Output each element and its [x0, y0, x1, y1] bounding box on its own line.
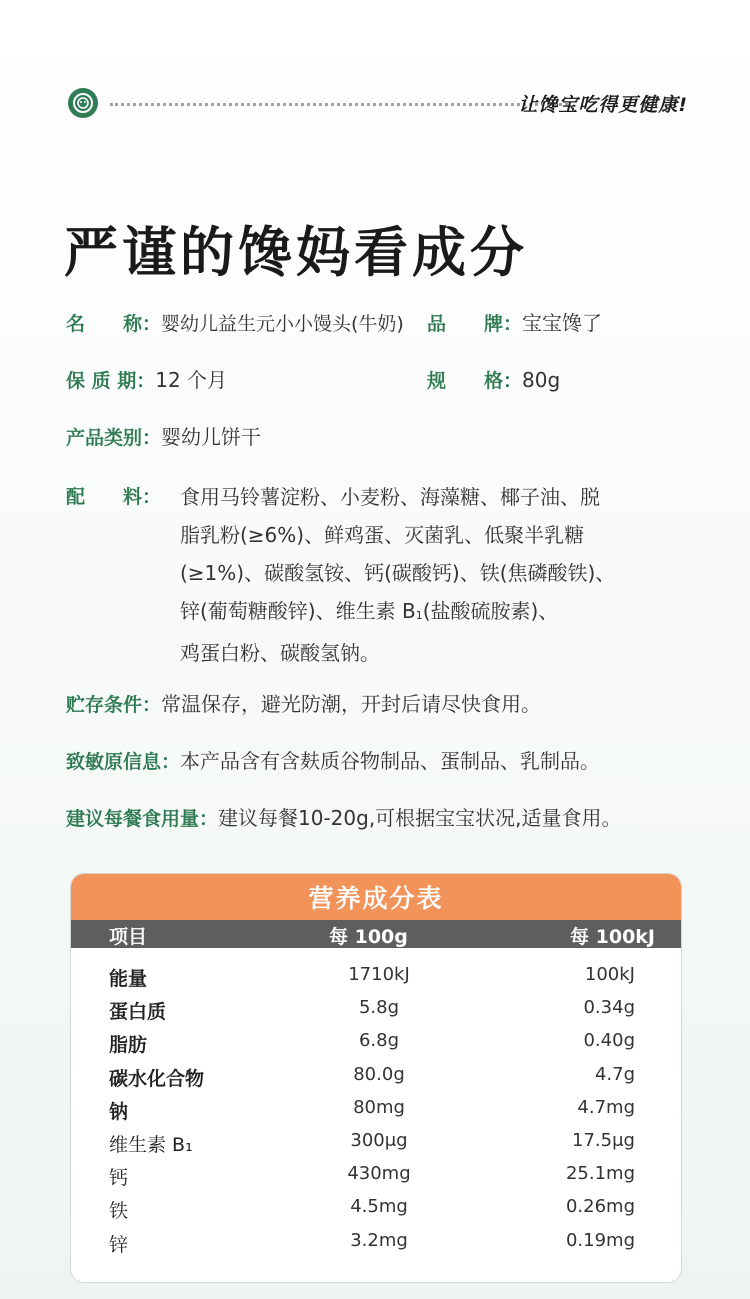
spec-value: 80g	[522, 368, 561, 392]
ingredients-line	[180, 592, 680, 634]
nutrient-name: 蛋白质	[109, 1001, 167, 1024]
nutrient-per100kj: 4.7g	[594, 1063, 635, 1085]
col-per100g-header: 每 100g	[329, 926, 408, 948]
nutrition-title: 营养成分表	[71, 874, 681, 920]
info-row-serving	[66, 799, 622, 838]
ingredients-line: 食用马铃薯淀粉、小麦粉、海藻糖、椰子油、脱	[180, 485, 600, 509]
nutrient-per100g: 80.0g	[353, 1063, 405, 1085]
top-bar	[68, 88, 688, 122]
category-label: 产品类别：	[66, 427, 162, 449]
ingredients-line4-head: 锌(葡萄糖酸锌)、维生素 B	[180, 599, 416, 623]
ingredients-label: 配 料：	[66, 486, 162, 508]
nutrient-per100g: 1710kJ	[348, 964, 410, 985]
serving-label: 建议每餐食用量：	[66, 808, 219, 830]
nutrition-table	[70, 873, 682, 1283]
category-value: 婴幼儿饼干	[161, 425, 262, 449]
nutrient-per100kj: 0.40g	[583, 1030, 635, 1052]
nutrition-row	[71, 1190, 681, 1223]
nutrition-row	[71, 1157, 681, 1190]
serving-value: 建议每餐10-20g,可根据宝宝状况,适量食用。	[218, 806, 622, 830]
nutrient-per100g: 430mg	[347, 1163, 411, 1185]
allergen-label: 致敏原信息：	[66, 751, 181, 773]
nutrient-name: 碳水化合物	[109, 1067, 205, 1090]
nutrition-row	[71, 1024, 681, 1057]
nutrient-per100g: 300μg	[350, 1129, 408, 1151]
info-row-shelf	[66, 361, 227, 400]
nutrition-row	[71, 991, 681, 1024]
brand-logo-icon	[68, 88, 98, 118]
nutrient-per100kj: 0.19mg	[565, 1229, 635, 1251]
nutrient-name: 维生素 B₁	[109, 1133, 193, 1156]
nutrient-per100kj: 25.1mg	[565, 1163, 635, 1185]
nutrient-per100g: 6.8g	[358, 1030, 400, 1052]
nutrient-per100g: 4.5mg	[350, 1196, 408, 1218]
nutrient-per100kj: 17.5μg	[572, 1129, 635, 1151]
nutrient-name: 锌	[109, 1233, 129, 1256]
dotted-divider	[110, 103, 568, 106]
ingredients-line: 脂乳粉(≥6%)、鲜鸡蛋、灭菌乳、低聚半乳糖	[180, 523, 585, 547]
nutrient-name: 能量	[109, 968, 148, 990]
nutrition-column-header	[71, 920, 681, 948]
slogan: 让馋宝吃得更健康!	[518, 94, 688, 116]
page-title: 严谨的馋妈看成分	[64, 221, 528, 284]
nutrition-row	[71, 1224, 681, 1257]
nutrient-per100kj: 100kJ	[584, 964, 635, 985]
nutrient-per100kj: 0.34g	[583, 997, 635, 1019]
storage-value: 常温保存，避光防潮，开封后请尽快食用。	[161, 692, 542, 716]
nutrition-rows	[71, 948, 681, 1257]
brand-label: 品 牌：	[427, 313, 523, 335]
name-label: 名 称：	[66, 313, 162, 335]
nutrient-name: 钠	[109, 1100, 129, 1123]
info-row-spec	[427, 361, 560, 400]
ingredients-line4-sub: 1	[415, 609, 423, 622]
col-per100kj-header: 每 100kJ	[570, 926, 655, 948]
shelf-label: 保 质 期：	[66, 370, 156, 392]
ingredients-line: (≥1%)、碳酸氢铵、钙(碳酸钙)、铁(焦磷酸铁)、	[180, 561, 616, 585]
info-row-name	[66, 304, 404, 343]
col-item-header: 项目	[109, 926, 148, 948]
nutrient-name: 脂肪	[109, 1034, 148, 1057]
info-row-storage	[66, 685, 541, 724]
nutrient-per100kj: 4.7mg	[577, 1096, 635, 1118]
nutrition-row	[71, 1091, 681, 1124]
nutrition-row	[71, 1124, 681, 1157]
info-row-category	[66, 418, 261, 457]
brand-value: 宝宝馋了	[522, 311, 603, 335]
nutrition-row	[71, 1058, 681, 1091]
name-value: 婴幼儿益生元小小馒头(牛奶)	[161, 313, 404, 335]
info-row-allergen	[66, 742, 600, 781]
nutrition-row	[71, 958, 681, 991]
info-row-ingredients-label	[66, 477, 161, 516]
spec-label: 规 格：	[427, 370, 523, 392]
ingredients-line4-tail: (盐酸硫胺素)、	[422, 599, 559, 623]
shelf-value: 12 个月	[155, 368, 228, 392]
nutrient-per100g: 80mg	[353, 1096, 405, 1118]
ingredients-value	[180, 478, 680, 672]
ingredients-line: 鸡蛋白粉、碳酸氢钠。	[180, 641, 380, 665]
storage-label: 贮存条件：	[66, 694, 162, 716]
nutrient-per100g: 5.8g	[358, 997, 400, 1019]
info-row-brand	[427, 304, 602, 343]
nutrient-name: 铁	[109, 1200, 129, 1223]
nutrient-name: 钙	[109, 1167, 129, 1190]
allergen-value: 本产品含有含麸质谷物制品、蛋制品、乳制品。	[180, 749, 601, 773]
nutrient-per100g: 3.2mg	[350, 1229, 408, 1251]
nutrient-per100kj: 0.26mg	[565, 1196, 635, 1218]
